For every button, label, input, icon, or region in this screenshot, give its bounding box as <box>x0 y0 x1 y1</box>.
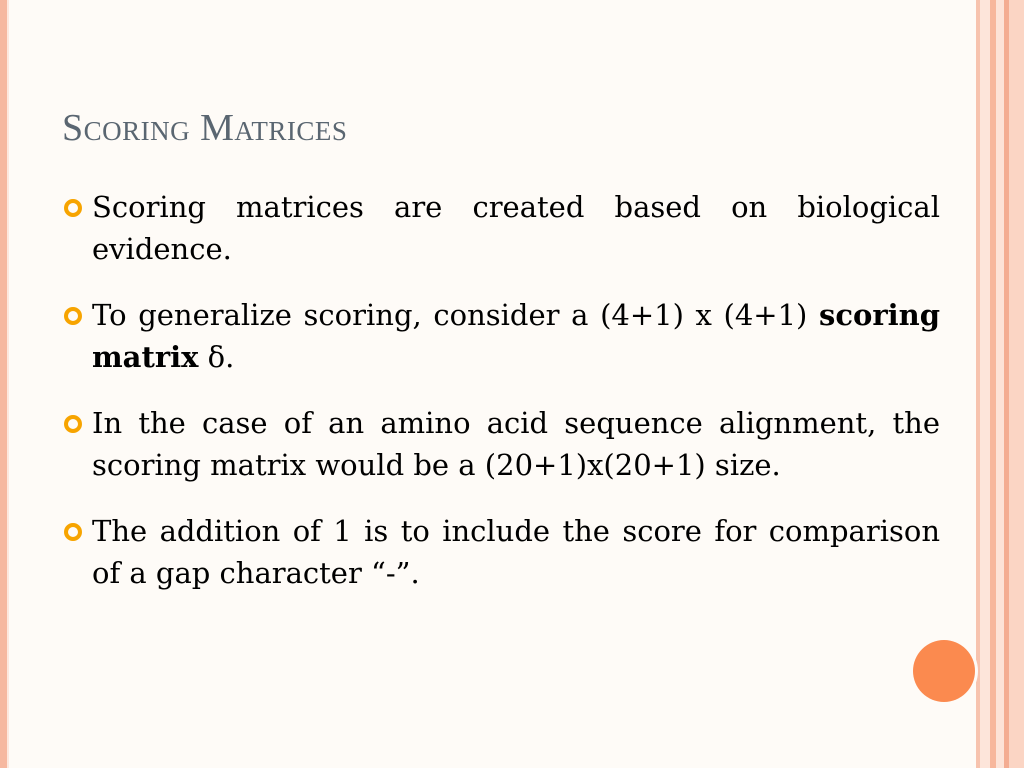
ring-bullet-icon <box>64 307 82 325</box>
bullet-text: Scoring matrices are created based on biological evidence. <box>92 190 940 266</box>
right-stripes-decoration <box>976 0 1024 768</box>
ring-bullet-icon <box>64 415 82 433</box>
orange-circle-decoration <box>913 640 975 702</box>
left-border-inner-decoration <box>7 0 9 768</box>
bullet-text: The addition of 1 is to include the score for comparison of a gap character “-”. <box>92 514 940 590</box>
stripe <box>1009 0 1024 768</box>
bullet-text: In the case of an amino acid sequence alignment, the scoring matrix would be a (20+1)x(20+1) size. <box>92 406 940 482</box>
stripe <box>980 0 990 768</box>
bullet-list <box>60 186 940 618</box>
bullet-item <box>60 294 940 378</box>
bullet-item <box>60 186 940 270</box>
left-border-decoration <box>0 0 7 768</box>
bullet-text: To generalize scoring, consider a (4+1) x (4+1) <box>92 298 820 332</box>
bullet-item <box>60 510 940 594</box>
bullet-item <box>60 402 940 486</box>
slide-title: Scoring Matrices <box>62 107 348 149</box>
bullet-bold-term: scoring matrix <box>92 298 940 374</box>
ring-bullet-icon <box>64 523 82 541</box>
bullet-text-end: δ. <box>198 340 235 374</box>
ring-bullet-icon <box>64 199 82 217</box>
stripe <box>996 0 1004 768</box>
